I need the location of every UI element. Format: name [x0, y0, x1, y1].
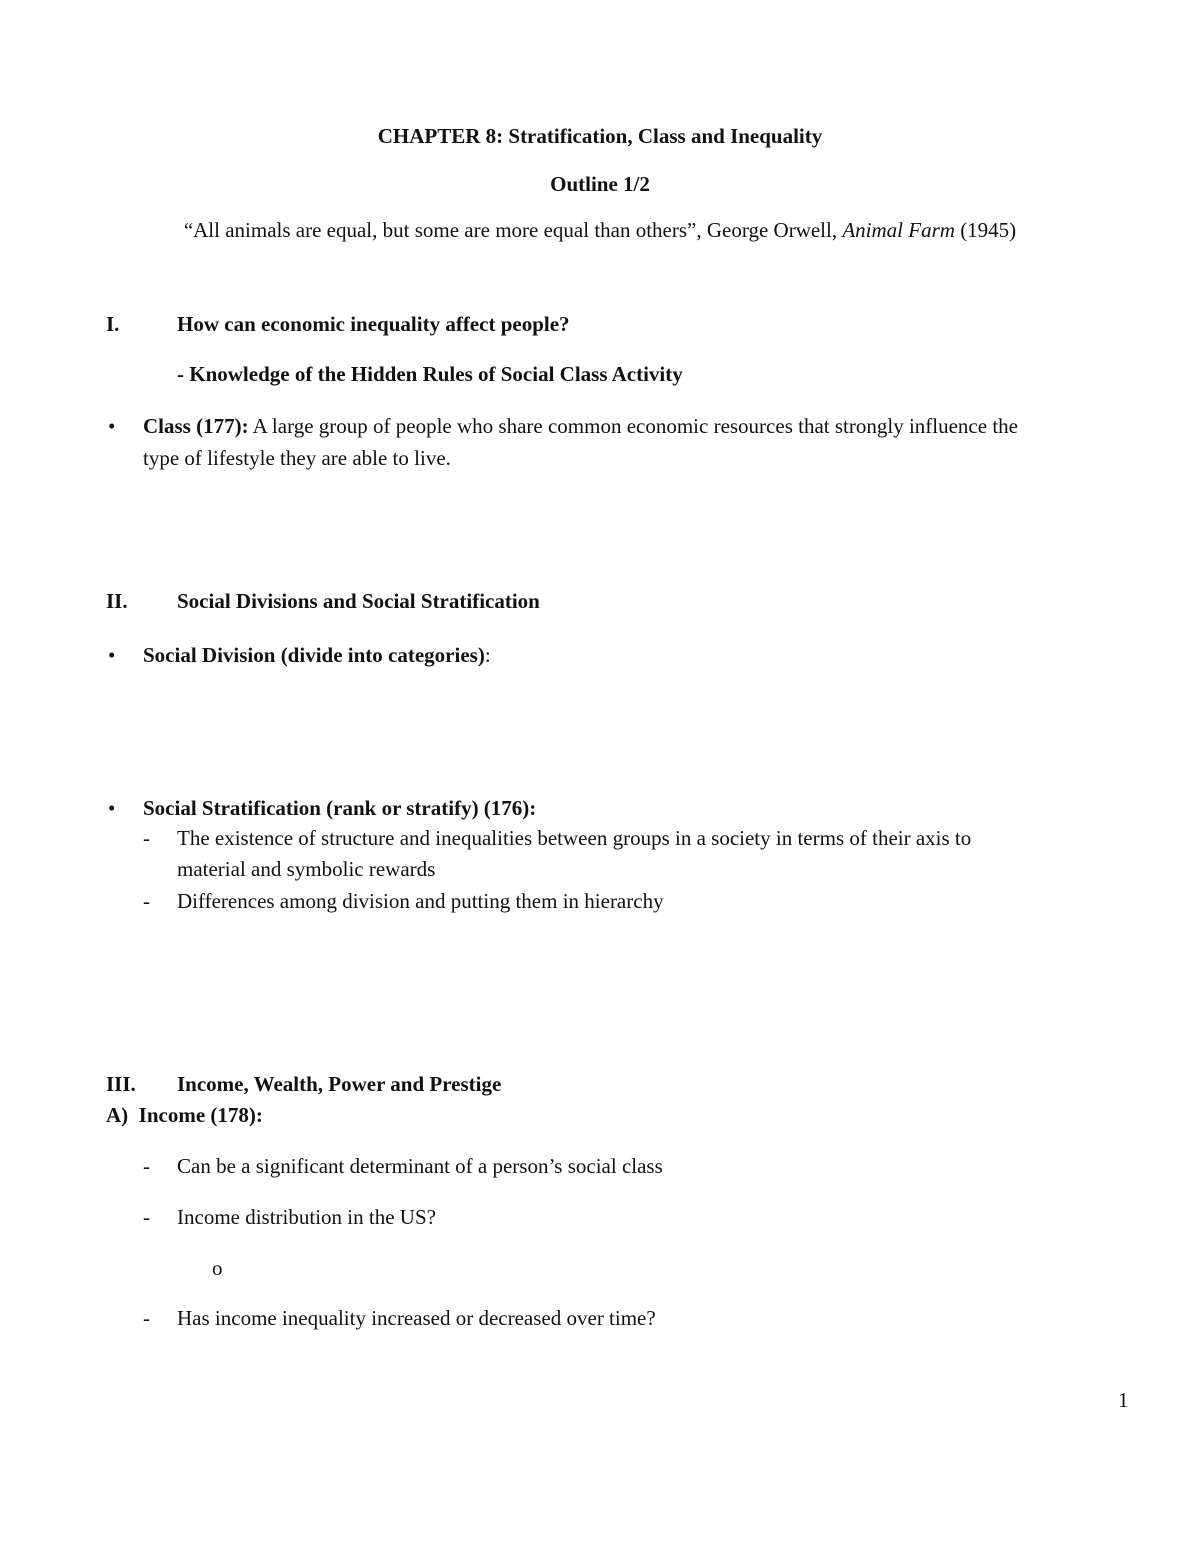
section-2-title: Social Divisions and Social Stratification: [177, 589, 540, 613]
epigraph-quote: “All animals are equal, but some are more equal than others”, George Orwell,: [183, 218, 843, 242]
section-1-title: How can economic inequality affect people?: [177, 312, 570, 336]
section-2-number: II.: [106, 589, 128, 613]
page-title: CHAPTER 8: Stratification, Class and Inequality: [377, 124, 823, 148]
class-definition-line-1: [143, 414, 1018, 439]
page-number: 1: [1118, 1388, 1129, 1412]
section-3-number: III.: [106, 1072, 136, 1096]
income-point-2: Income distribution in the US?: [177, 1205, 436, 1229]
page-subtitle: Outline 1/2: [550, 172, 650, 196]
epigraph: [0, 218, 1200, 243]
social-division-term: Social Division (divide into categories): [143, 643, 485, 667]
social-division-colon: :: [484, 643, 491, 667]
dash-marker: -: [143, 1205, 150, 1229]
income-point-3: Has income inequality increased or decreased over time?: [177, 1306, 656, 1330]
bullet-icon: •: [108, 643, 116, 667]
circle-bullet-icon: o: [212, 1256, 223, 1280]
income-subheading: A) Income (178):: [106, 1103, 263, 1127]
dash-marker: -: [143, 1154, 150, 1178]
dash-marker: -: [143, 1306, 150, 1330]
section-3-title: Income, Wealth, Power and Prestige: [177, 1072, 502, 1096]
income-point-1: Can be a significant determinant of a person’s social class: [177, 1154, 663, 1178]
section-1-number: I.: [106, 312, 120, 336]
epigraph-book: Animal Farm: [842, 218, 955, 242]
social-division-item: [143, 643, 491, 668]
bullet-icon: •: [108, 796, 116, 820]
class-definition-line-2: type of lifestyle they are able to live.: [143, 446, 451, 470]
stratification-point-1-cont: material and symbolic rewards: [177, 857, 436, 881]
bullet-icon: •: [108, 414, 116, 438]
section-1-subheading: - Knowledge of the Hidden Rules of Social Class Activity: [177, 362, 683, 386]
stratification-point-1: The existence of structure and inequalities between groups in a society in terms of their axis to: [177, 826, 972, 850]
class-term: Class (177):: [143, 414, 249, 438]
epigraph-year: (1945): [954, 218, 1017, 242]
dash-marker: -: [143, 889, 150, 913]
dash-marker: -: [143, 826, 150, 850]
class-definition-text: A large group of people who share common economic resources that strongly influence the: [248, 414, 1018, 438]
social-stratification-term: Social Stratification (rank or stratify) (176):: [143, 796, 537, 820]
stratification-point-2: Differences among division and putting them in hierarchy: [177, 889, 664, 913]
